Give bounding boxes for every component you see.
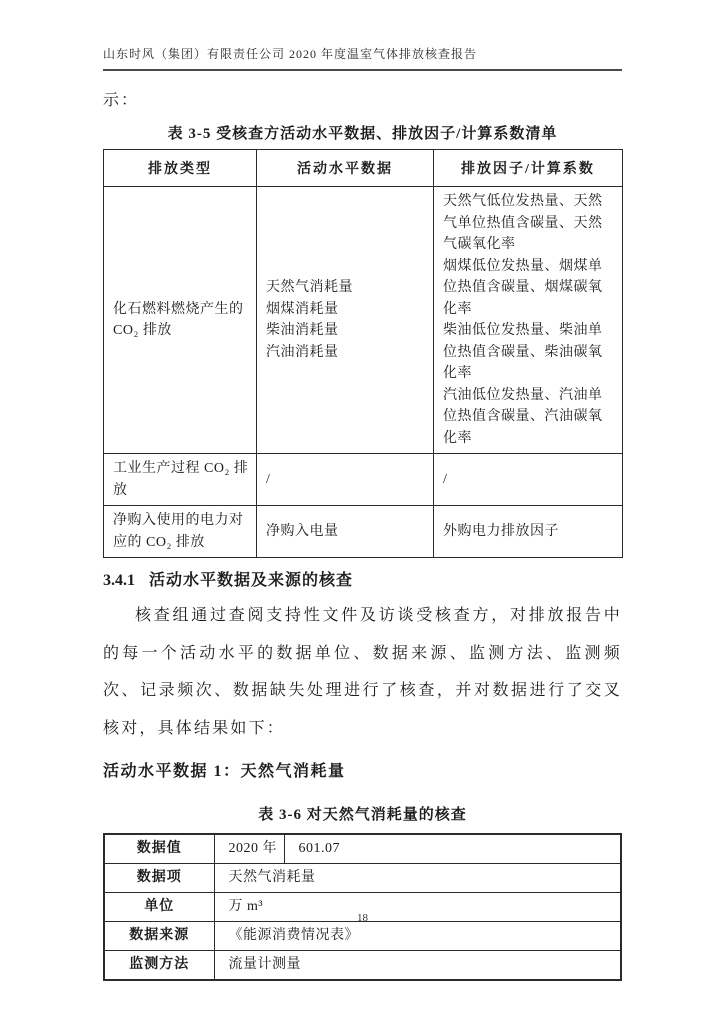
table-row-industrial-process — [104, 454, 623, 506]
cell-emission-type: 化石燃料燃烧产生的 CO₂ 排放 — [104, 187, 257, 454]
cell-emission-type: 净购入使用的电力对应的 CO₂ 排放 — [104, 506, 257, 558]
section-number: 3.4.1 — [103, 572, 135, 589]
table-3-6-caption: 表 3-6 对天然气消耗量的核查 — [258, 807, 467, 823]
row-label-data-source: 数据来源 — [104, 922, 214, 951]
cell-emission-factors — [434, 187, 623, 454]
table-row-purchased-electricity — [104, 506, 623, 558]
factor-item: 天然气低位发热量、天然气单位热值含碳量、天然气碳氧化率 — [443, 194, 603, 252]
table-3-5 — [103, 149, 623, 558]
row-label-monitoring-method: 监测方法 — [104, 951, 214, 981]
factor-item: 烟煤低位发热量、烟煤单位热值含碳量、烟煤碳氧化率 — [443, 258, 603, 317]
row-label-data-value: 数据值 — [104, 834, 214, 864]
column-header-emission-factor: 排放因子/计算系数 — [434, 150, 623, 187]
activity-item: 天然气消耗量 — [266, 280, 353, 295]
body-paragraph: 核查组通过查阅支持性文件及访谈受核查方，对排放报告中的每一个活动水平的数据单位、数据来源、监测方法、监测频次、记录频次、数据缺失处理进行了核查，并对数据进行了交叉核对，具体结果如下： — [103, 607, 622, 737]
table-row-data-item — [104, 864, 621, 893]
document-header-title: 山东时风（集团）有限责任公司 2020 年度温室气体排放核查报告 — [103, 47, 478, 61]
cell-activity-data: 净购入电量 — [257, 506, 434, 558]
cell-data-source: 《能源消费情况表》 — [214, 922, 621, 951]
table-3-6 — [103, 833, 622, 981]
factor-item: 柴油低位发热量、柴油单位热值含碳量、柴油碳氧化率 — [443, 323, 603, 381]
section-heading-3-4-1 — [103, 570, 622, 592]
cell-value: 601.07 — [284, 834, 621, 864]
factor-item: 汽油低位发热量、汽油单位热值含碳量、汽油碳氧化率 — [443, 387, 603, 446]
cell-emission-type: 工业生产过程 CO₂ 排放 — [104, 454, 257, 506]
column-header-activity-data: 活动水平数据 — [257, 150, 434, 187]
cell-activity-data — [257, 187, 434, 454]
table-3-5-caption: 表 3-5 受核查方活动水平数据、排放因子/计算系数清单 — [167, 126, 558, 142]
cell-emission-factors: / — [434, 454, 623, 506]
cell-data-item: 天然气消耗量 — [214, 864, 621, 893]
page-number: 18 — [357, 912, 368, 924]
table-row-fossil-fuel — [104, 187, 623, 454]
cell-activity-data: / — [257, 454, 434, 506]
table-row-data-source — [104, 922, 621, 951]
row-label-unit: 单位 — [104, 893, 214, 922]
section-title: 活动水平数据及来源的核查 — [149, 572, 354, 589]
table-row-monitoring-method — [104, 951, 621, 981]
cell-emission-factors: 外购电力排放因子 — [434, 506, 623, 558]
table-row-data-value — [104, 834, 621, 864]
lead-text: 示： — [103, 92, 140, 109]
document-header — [103, 46, 622, 71]
table-3-5-header-row — [104, 150, 623, 187]
activity-item: 烟煤消耗量 — [266, 301, 339, 317]
activity-data-subheading: 活动水平数据 1：天然气消耗量 — [103, 763, 346, 780]
page-content — [103, 0, 622, 981]
cell-year: 2020 年 — [214, 834, 284, 864]
cell-unit: 万 m³ — [214, 893, 621, 922]
activity-item: 汽油消耗量 — [266, 344, 339, 360]
column-header-emission-type: 排放类型 — [104, 150, 257, 187]
cell-monitoring-method: 流量计测量 — [214, 951, 621, 981]
row-label-data-item: 数据项 — [104, 864, 214, 893]
activity-item: 柴油消耗量 — [266, 323, 339, 338]
